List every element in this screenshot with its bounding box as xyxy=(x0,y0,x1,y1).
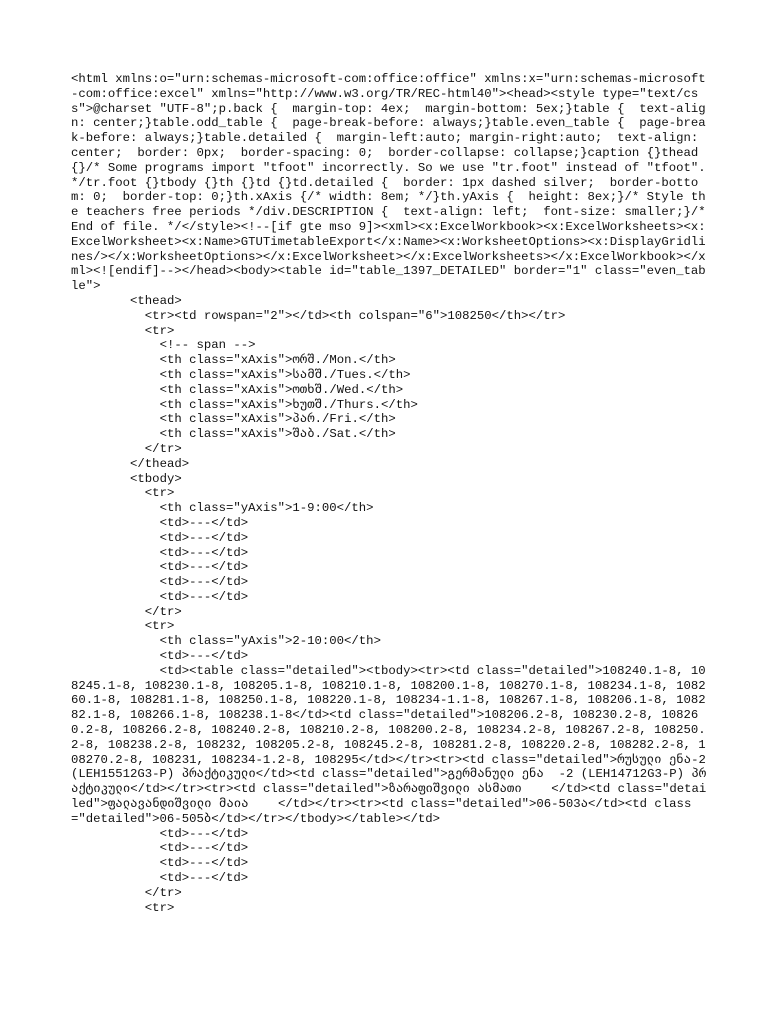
html-source-text: <html xmlns:o="urn:schemas-microsoft-com:office:office" xmlns:x="urn:schemas-microsoft-com:office:excel" xmlns="http://www.w3.org/TR/REC-html40"><head><style type="text/css">@charset "UTF-8";p.back { margin-top: 4ex; margin-bottom: 5ex;}table { text-align: center;}table.odd_table { page-break-before: always;}table.even_table { page-break-before: always;}table.detailed { margin-left:auto; margin-right:auto; text-align: center; border: 0px; border-spacing: 0; border-collapse: collapse;}caption {}thead {}/* Some programs import "tfoot" incorrectly. So we use "tr.foot" instead of "tfoot". */tr.foot {}tbody {}th {}td {}td.detailed { border: 1px dashed silver; border-bottom: 0; border-top: 0;}th.xAxis {/* width: 8em; */}th.yAxis { height: 8ex;}/* Style the teachers free periods */div.DESCRIPTION { text-align: left; font-size: smaller;}/* End of file. */</style><!--[if gte mso 9]><xml><x:ExcelWorkbook><x:ExcelWorksheets><x:ExcelWorksheet><x:Name>GTUTimetableExport</x:Name><x:WorksheetOptions><x:DisplayGridlines/></x:WorksheetOptions></x:ExcelWorksheet></x:ExcelWorksheets></x:ExcelWorkbook></xml><![endif]--></head><body><table id="table_1397_DETAILED" border="1" class="even_table"> <thead> <tr><td rowspan="2"></td><th colspan="6">108250</th></tr> <tr> <!-- span --> <th class="xAxis">ორშ./Mon.</th> <th class="xAxis">სამშ./Tues.</th> <th class="xAxis">ოთხშ./Wed.</th> <th class="xAxis">ხუთშ./Thurs.</th> <th class="xAxis">პარ./Fri.</th> <th class="xAxis">შაბ./Sat.</th> </tr> </thead> <tbody> <tr> <th class="yAxis">1-9:00</th> <td>---</td> <td>---</td> <td>---</td> <td>---</td> <td>---</td> <td>---</td> </tr> <tr> <th class="yAxis">2-10:00</th> <td>---</td> <td><table class="detailed"><tbody><tr><td class="detailed">108240.1-8, 108245.1-8, 108230.1-8, 108205.1-8, 108210.1-8, 108200.1-8, 108270.1-8, 108234.1-8, 108260.1-8, 108281.1-8, 108250.1-8, 108220.1-8, 108234-1.1-8, 108267.1-8, 108206.1-8, 108282.1-8, 108266.1-8, 108238.1-8</td><td class="detailed">108206.2-8, 108230.2-8, 108260.2-8, 108266.2-8, 108240.2-8, 108210.2-8, 108200.2-8, 108234.2-8, 108267.2-8, 108250.2-8, 108238.2-8, 108232, 108205.2-8, 108245.2-8, 108281.2-8, 108220.2-8, 108282.2-8, 108270.2-8, 108231, 108234-1.2-8, 108295</td></tr><tr><td class="detailed">რუსული ენა-2 (LEH15512G3-P) პრაქტიკული</td><td class="detailed">გერმანული ენა -2 (LEH14712G3-P) პრაქტიკული</td></tr><tr><td class="detailed">ზარაფიშვილი ასმათი </td><td class="detailed">ფალავანდიშვილი მაია </td></tr><tr><td class="detailed">06-503ა</td><td class="detailed">06-505ბ</td></tr></tbody></table></td> <td>---</td> <td>---</td> <td>---</td> <td>---</td> </tr> <tr> xyxy=(71,72,707,915)
